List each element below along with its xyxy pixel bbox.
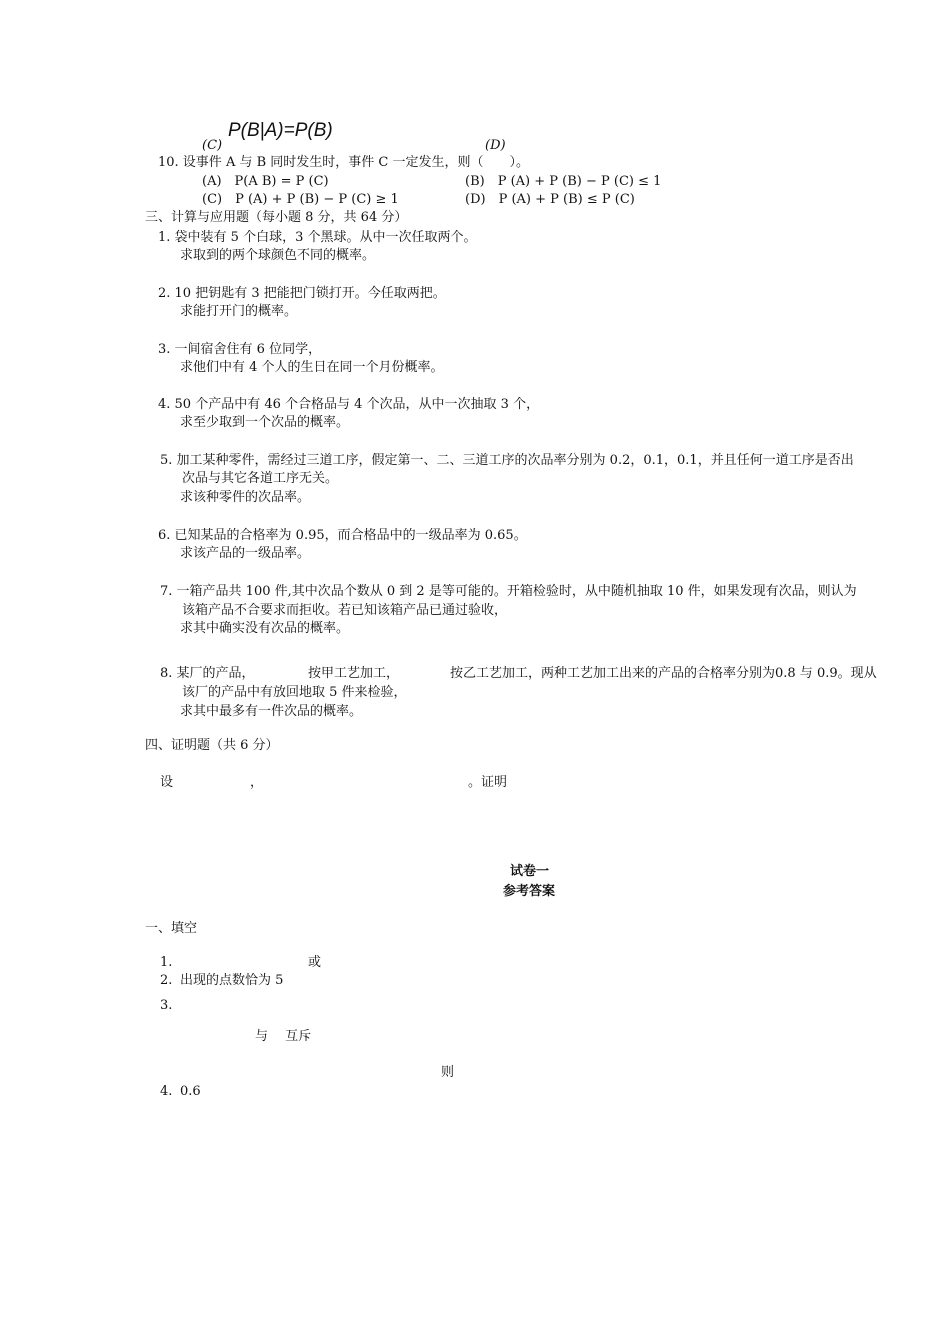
answer-4-text: 0.6 xyxy=(180,1084,201,1099)
answers-subtitle: 参考答案 xyxy=(503,884,556,899)
problem-5-line-3: 求该种零件的次品率。 xyxy=(180,490,311,505)
problem-4-line-1: 4. 50 个产品中有 46 个合格品与 4 个次品，从中一次抽取 3 个， xyxy=(158,397,540,412)
q9-option-c-label: (C) xyxy=(202,138,223,153)
problem-7-line-1: 7. 一箱产品共 100 件,其中次品个数从 0 到 2 是等可能的。开箱检验时，从中随机抽取 10 件，如果发现有次品，则认为 xyxy=(160,584,857,599)
proof-part-3: 。证明 xyxy=(468,775,508,790)
q9-option-c-formula: P(B|A)=P(B) xyxy=(228,120,333,141)
problem-8-line-1c: 按乙工艺加工，两种工艺加工出来的产品的合格率分别为0.8 与 0.9。现从 xyxy=(450,666,877,681)
q10-option-c: (C) P (A) + P (B) − P (C) ≥ 1 xyxy=(202,192,399,207)
problem-7-line-3: 求其中确实没有次品的概率。 xyxy=(180,621,350,636)
proof-part-1: 设 xyxy=(160,775,174,790)
answer-3-mutex: 与 互斥 xyxy=(255,1029,312,1044)
answer-1-number: 1. xyxy=(160,955,173,970)
q10-option-d: (D) P (A) + P (B) ≤ P (C) xyxy=(465,192,635,207)
problem-2-line-1: 2. 10 把钥匙有 3 把能把门锁打开。今任取两把。 xyxy=(158,286,446,301)
problem-8-line-3: 求其中最多有一件次品的概率。 xyxy=(180,704,363,719)
answer-1-text: 或 xyxy=(308,955,322,970)
problem-5-line-2: 次品与其它各道工序无关。 xyxy=(182,471,339,486)
problem-6-line-2: 求该产品的一级品率。 xyxy=(180,546,311,561)
problem-2-line-2: 求能打开门的概率。 xyxy=(180,304,298,319)
problem-5-line-1: 5. 加工某种零件，需经过三道工序，假定第一、二、三道工序的次品率分别为 0.2，0.1，0.1，并且任何一道工序是否出 xyxy=(160,453,854,468)
q10-stem: 10. 设事件 A 与 B 同时发生时，事件 C 一定发生，则（ ）。 xyxy=(158,155,529,170)
problem-6-line-1: 6. 已知某品的合格率为 0.95，而合格品中的一级品率为 0.65。 xyxy=(158,528,527,543)
problem-1-line-2: 求取到的两个球颜色不同的概率。 xyxy=(180,248,376,263)
answer-3-then: 则 xyxy=(441,1065,455,1080)
problem-4-line-2: 求至少取到一个次品的概率。 xyxy=(180,415,350,430)
answer-3-number: 3. xyxy=(160,998,173,1013)
answers-section1-title: 一、填空 xyxy=(145,921,198,936)
problem-8-line-2: 该厂的产品中有放回地取 5 件来检验， xyxy=(182,685,407,700)
section3-title: 三、计算与应用题（每小题 8 分，共 64 分） xyxy=(145,210,408,225)
q10-option-b: (B) P (A) + P (B) − P (C) ≤ 1 xyxy=(465,174,662,189)
q10-option-a: (A) P(A B) = P (C) xyxy=(202,174,329,189)
problem-8-line-1b: 按甲工艺加工， xyxy=(308,666,400,681)
problem-3-line-2: 求他们中有 4 个人的生日在同一个月份概率。 xyxy=(180,360,444,375)
answer-2-text: 出现的点数恰为 5 xyxy=(180,973,284,988)
answers-title: 试卷一 xyxy=(510,864,550,879)
answer-4-number: 4. xyxy=(160,1084,173,1099)
problem-8-line-1a: 8. 某厂的产品， xyxy=(160,666,255,681)
q9-option-d-label: (D) xyxy=(485,138,506,153)
proof-part-2: ， xyxy=(250,775,264,790)
problem-7-line-2: 该箱产品不合要求而拒收。若已知该箱产品已通过验收， xyxy=(182,603,508,618)
section4-title: 四、证明题（共 6 分） xyxy=(145,738,279,753)
problem-3-line-1: 3. 一间宿舍住有 6 位同学， xyxy=(158,342,322,357)
problem-1-line-1: 1. 袋中装有 5 个白球，3 个黑球。从中一次任取两个。 xyxy=(158,230,477,245)
answer-2-number: 2. xyxy=(160,973,173,988)
